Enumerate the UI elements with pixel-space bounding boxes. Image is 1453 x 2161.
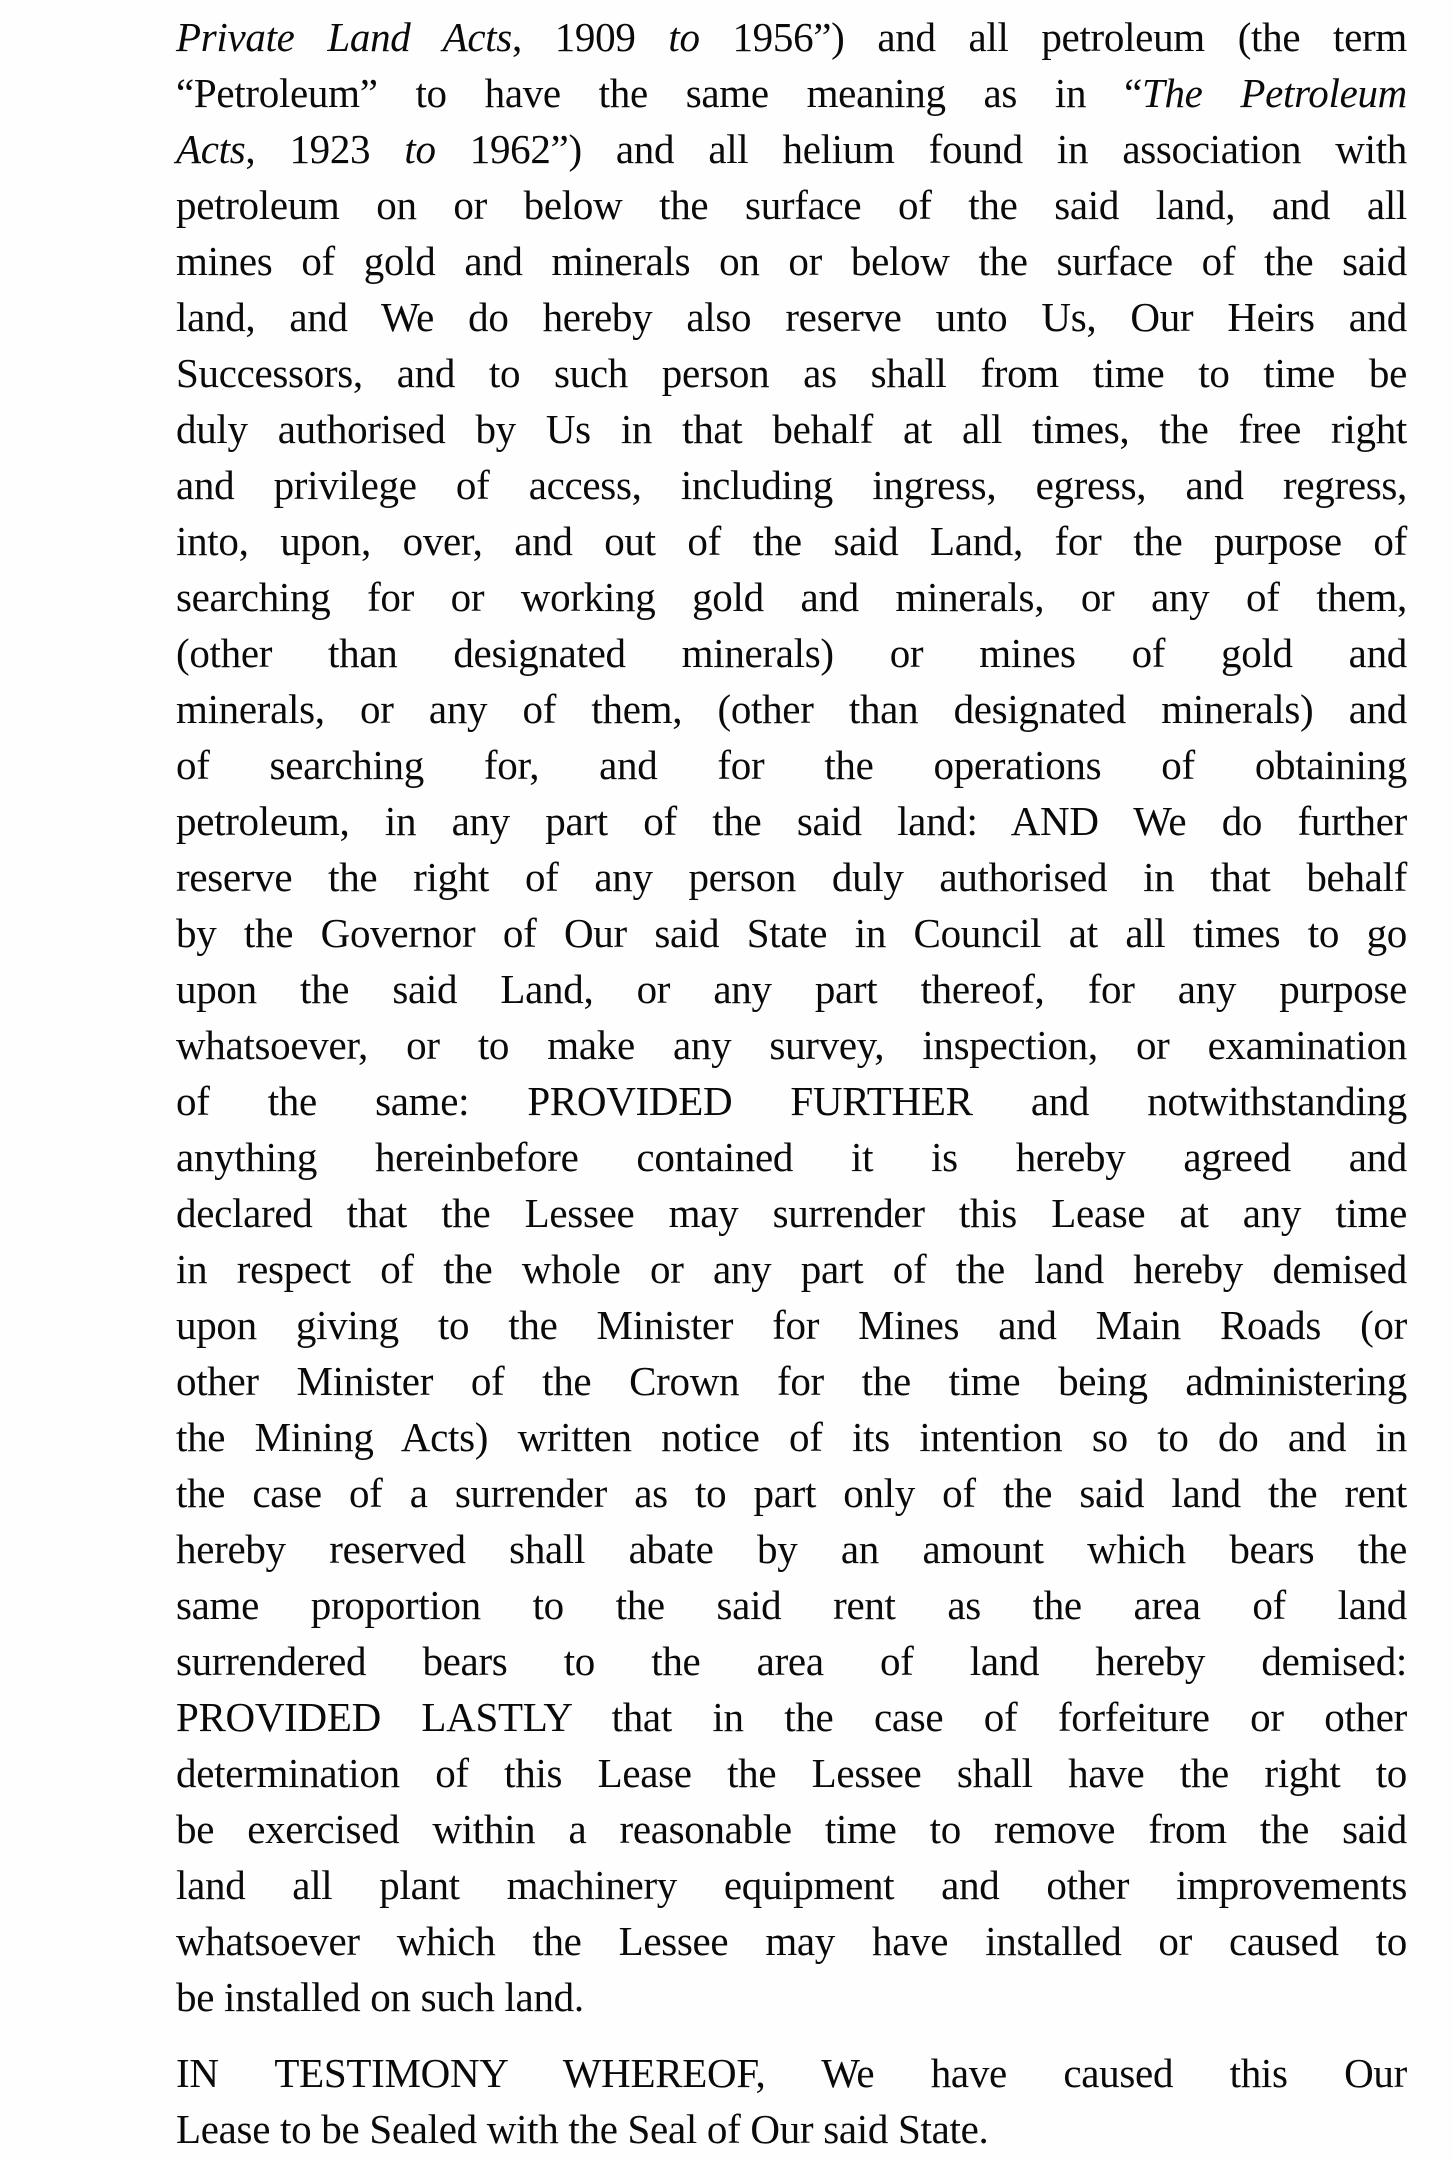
text-segment: declared that the Lessee may surrender this Lease at any time (176, 1190, 1407, 1236)
text-segment: into, upon, over, and out of the said Land, for the purpose of (176, 518, 1407, 564)
text-line (176, 1353, 1407, 1409)
text-segment: petroleum, in any part of the said land: AND We do further (176, 798, 1407, 844)
text-segment: the case of a surrender as to part only of the said land the rent (176, 1470, 1407, 1516)
text-line (176, 1689, 1407, 1745)
text-segment: be installed on such land. (176, 1974, 584, 2020)
text-segment: be exercised within a reasonable time to remove from the said (176, 1806, 1407, 1852)
text-line (176, 1745, 1407, 1801)
text-line (176, 1801, 1407, 1857)
text-segment: whatsoever, or to make any survey, inspection, or examination (176, 1022, 1407, 1068)
text-line (176, 65, 1407, 121)
text-segment: “Petroleum” to have the same meaning as in “ (176, 70, 1142, 116)
text-line (176, 1297, 1407, 1353)
text-segment: (other than designated minerals) or mines of gold and (176, 630, 1407, 676)
text-line (176, 2045, 1407, 2101)
text-line (176, 569, 1407, 625)
text-line (176, 2101, 1407, 2157)
text-line (176, 793, 1407, 849)
text-line (176, 401, 1407, 457)
text-segment: to (668, 14, 700, 60)
text-segment: of searching for, and for the operations of obtaining (176, 742, 1407, 788)
text-line (176, 1857, 1407, 1913)
text-line (176, 233, 1407, 289)
text-segment: surrendered bears to the area of land hereby demised: (176, 1638, 1407, 1684)
text-segment: PROVIDED LASTLY that in the case of forfeiture or other (176, 1694, 1407, 1740)
text-segment: duly authorised by Us in that behalf at all times, the free right (176, 406, 1407, 452)
text-segment: IN TESTIMONY WHEREOF, We have caused this Our (176, 2050, 1407, 2096)
text-line (176, 625, 1407, 681)
text-line (176, 1465, 1407, 1521)
text-segment: land all plant machinery equipment and other improvements (176, 1862, 1407, 1908)
text-segment: land, and We do hereby also reserve unto Us, Our Heirs and (176, 294, 1407, 340)
text-line (176, 9, 1407, 65)
text-segment: upon the said Land, or any part thereof, for any purpose (176, 966, 1407, 1012)
text-line (176, 1241, 1407, 1297)
text-line (176, 905, 1407, 961)
text-segment: mines of gold and minerals on or below the surface of the said (176, 238, 1407, 284)
text-line (176, 1073, 1407, 1129)
text-line (176, 961, 1407, 1017)
text-line (176, 513, 1407, 569)
text-line (176, 177, 1407, 233)
paragraph (176, 2045, 1407, 2157)
text-line (176, 1969, 1407, 2025)
text-segment: of the same: PROVIDED FURTHER and notwithstanding (176, 1078, 1407, 1124)
text-segment: by the Governor of Our said State in Council at all times to go (176, 910, 1407, 956)
text-segment: petroleum on or below the surface of the said land, and all (176, 182, 1407, 228)
text-segment: whatsoever which the Lessee may have installed or caused to (176, 1918, 1407, 1964)
text-line (176, 681, 1407, 737)
text-line (176, 737, 1407, 793)
text-segment: other Minister of the Crown for the time being administering (176, 1358, 1407, 1404)
text-segment: Acts (176, 126, 246, 172)
text-line (176, 1633, 1407, 1689)
text-line (176, 1409, 1407, 1465)
text-segment: upon giving to the Minister for Mines and Main Roads (or (176, 1302, 1407, 1348)
text-segment: Successors, and to such person as shall from time to time be (176, 350, 1407, 396)
text-line (176, 1577, 1407, 1633)
text-segment: Private Land Acts (176, 14, 512, 60)
text-segment: same proportion to the said rent as the area of land (176, 1582, 1407, 1628)
text-segment: hereby reserved shall abate by an amount which bears the (176, 1526, 1407, 1572)
text-segment: minerals, or any of them, (other than designated minerals) and (176, 686, 1407, 732)
text-line (176, 1017, 1407, 1073)
text-segment: reserve the right of any person duly authorised in that behalf (176, 854, 1407, 900)
paragraph (176, 9, 1407, 2025)
text-line (176, 849, 1407, 905)
text-line (176, 1185, 1407, 1241)
text-segment: , 1923 (245, 126, 405, 172)
text-line (176, 457, 1407, 513)
text-segment: to (404, 126, 436, 172)
text-line (176, 1913, 1407, 1969)
text-segment: Lease to be Sealed with the Seal of Our said State. (176, 2106, 989, 2152)
text-segment: The Petroleum (1141, 70, 1407, 116)
text-segment: anything hereinbefore contained it is hereby agreed and (176, 1134, 1407, 1180)
text-line (176, 1129, 1407, 1185)
text-segment: 1956”) and all petroleum (the term (699, 14, 1407, 60)
text-segment: determination of this Lease the Lessee shall have the right to (176, 1750, 1407, 1796)
text-segment: searching for or working gold and minerals, or any of them, (176, 574, 1407, 620)
text-line (176, 1521, 1407, 1577)
text-line (176, 345, 1407, 401)
text-segment: 1962”) and all helium found in association with (435, 126, 1407, 172)
text-segment: , 1909 (511, 14, 669, 60)
text-line (176, 289, 1407, 345)
text-segment: the Mining Acts) written notice of its intention so to do and in (176, 1414, 1407, 1460)
text-segment: in respect of the whole or any part of the land hereby demised (176, 1246, 1407, 1292)
text-line (176, 121, 1407, 177)
text-segment: and privilege of access, including ingress, egress, and regress, (176, 462, 1407, 508)
